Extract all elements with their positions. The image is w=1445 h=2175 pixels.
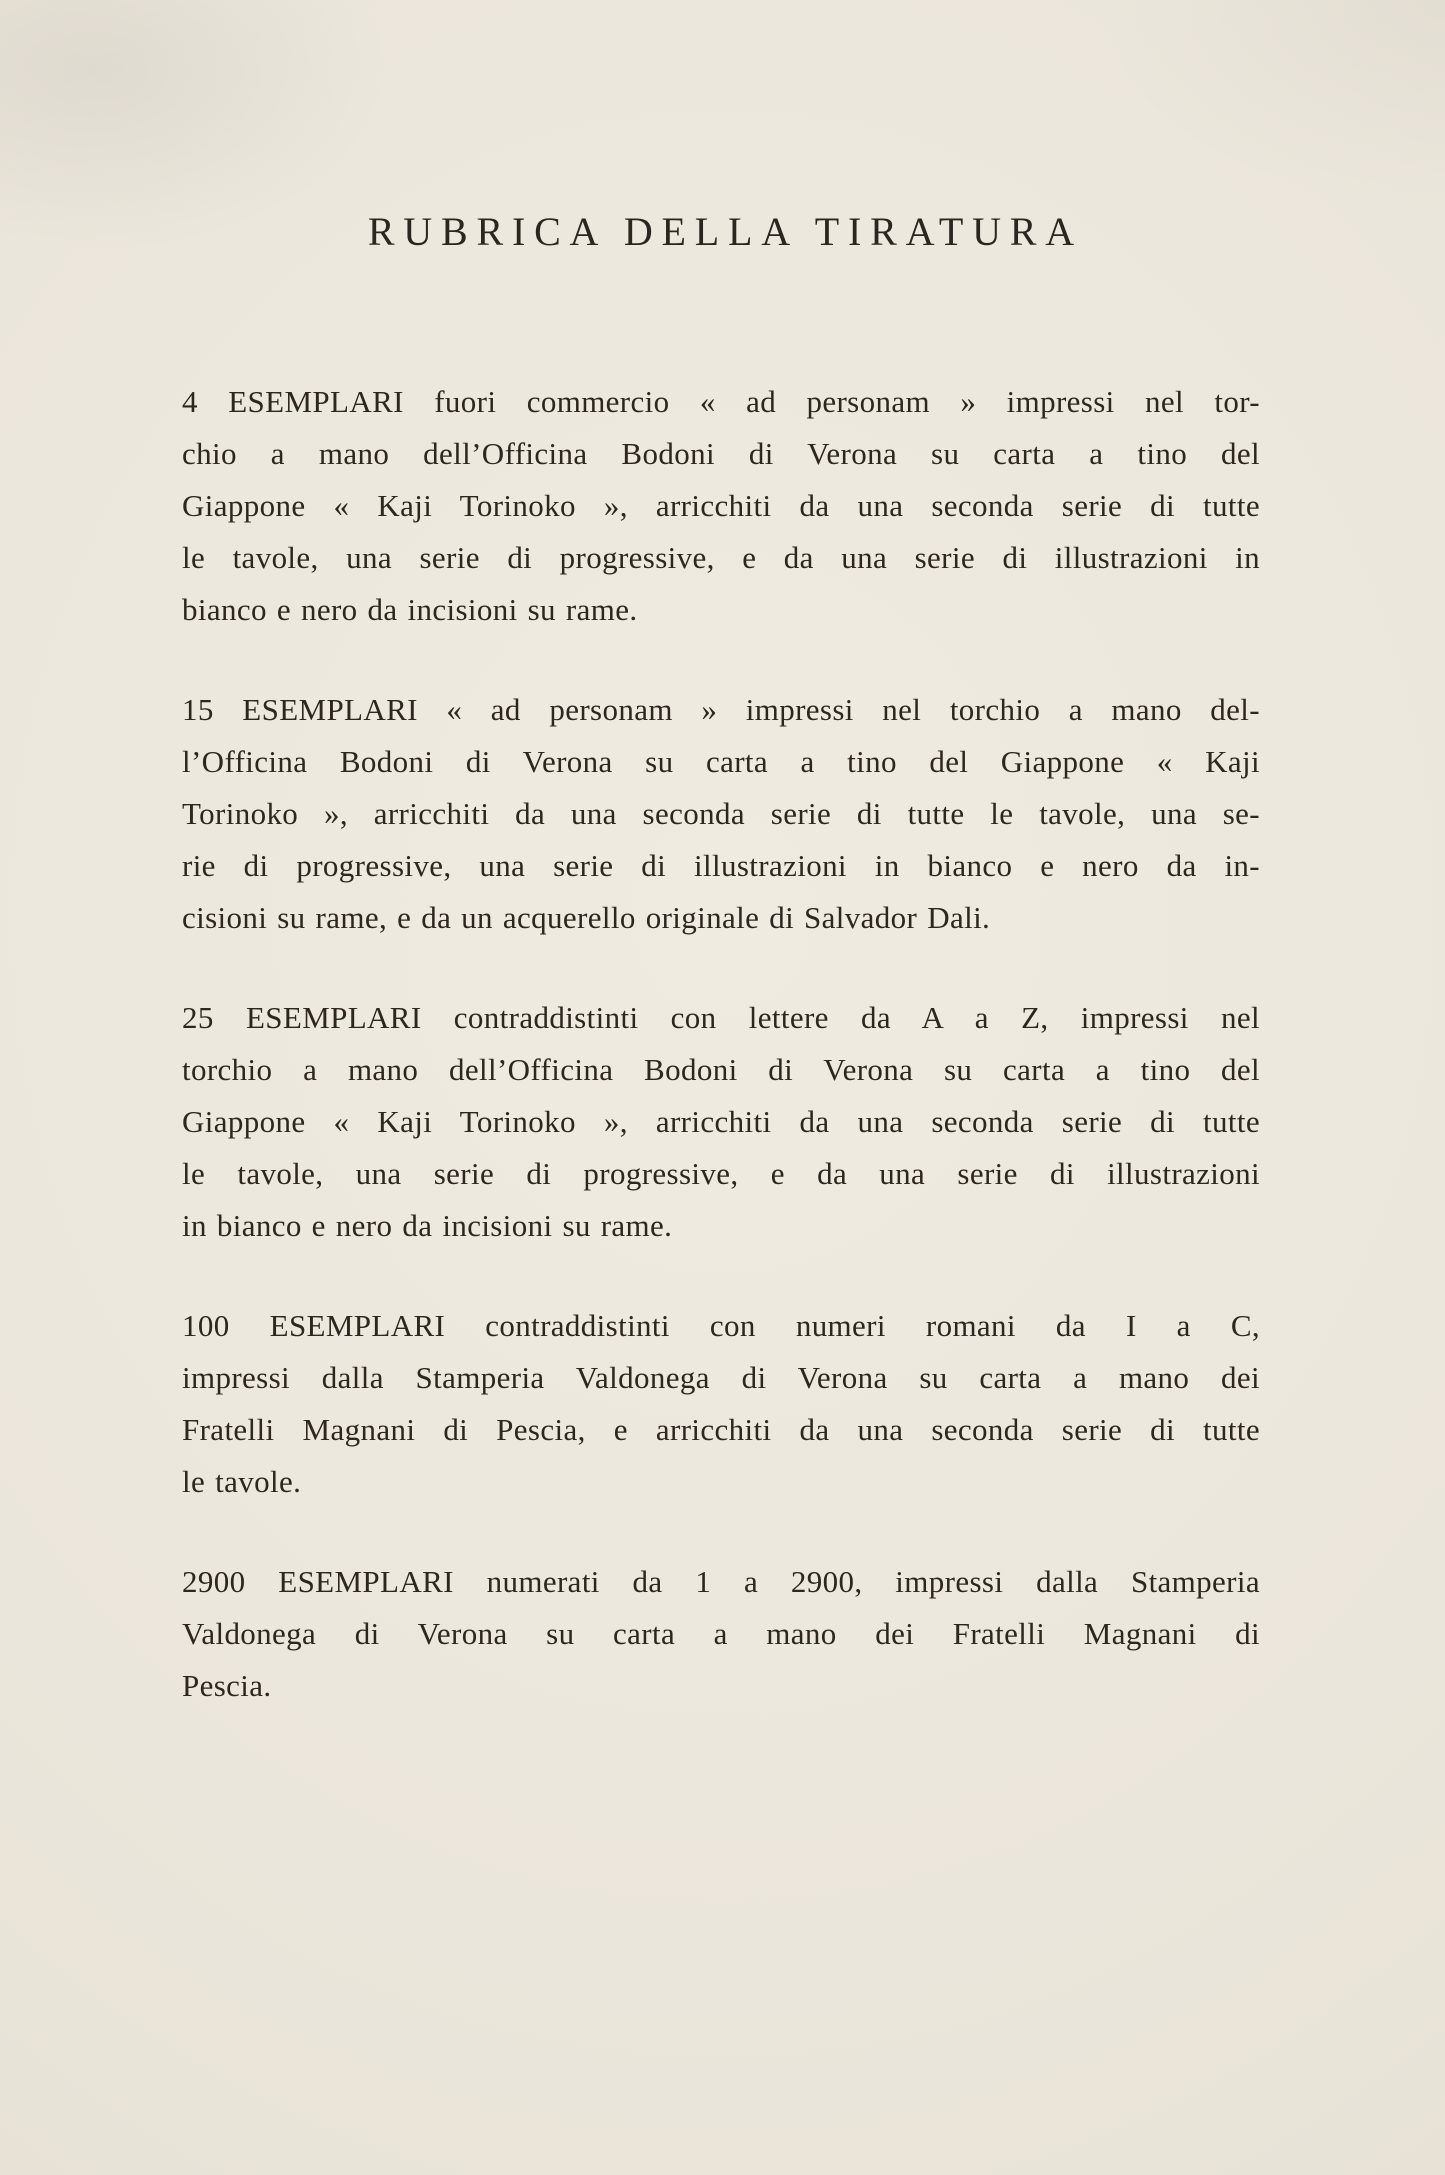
text-line: chio a mano dell’Officina Bodoni di Verona su carta a tino del [182,436,1260,471]
text-line: le tavole. [182,1464,302,1499]
text-line: rie di progressive, una serie di illustrazioni in bianco e nero da in- [182,848,1260,883]
text-line: le tavole, una serie di progressive, e da una serie di illustrazioni in [182,540,1260,575]
text-line: Valdonega di Verona su carta a mano dei Fratelli Magnani di [182,1616,1260,1651]
text-line: Torinoko », arricchiti da una seconda serie di tutte le tavole, una se- [182,796,1260,831]
page-title: RUBRICA DELLA TIRATURA [367,209,1083,254]
text-line: 4 ESEMPLARI fuori commercio « ad personam » impressi nel tor- [182,384,1260,419]
text-line: 15 ESEMPLARI « ad personam » impressi nel torchio a mano del- [182,692,1260,727]
paragraph [182,376,1260,636]
text-line: bianco e nero da incisioni su rame. [182,592,638,627]
paragraph [182,1300,1260,1508]
text-line: torchio a mano dell’Officina Bodoni di Verona su carta a tino del [182,1052,1260,1087]
text-line: 100 ESEMPLARI contraddistinti con numeri romani da I a C, [182,1308,1260,1343]
text-line: Giappone « Kaji Torinoko », arricchiti da una seconda serie di tutte [182,488,1260,523]
text-line: Pescia. [182,1668,272,1703]
colophon-paragraphs [182,376,1260,1712]
text-line: le tavole, una serie di progressive, e da una serie di illustrazioni [182,1156,1260,1191]
text-line: Fratelli Magnani di Pescia, e arricchiti da una seconda serie di tutte [182,1412,1260,1447]
text-line: 25 ESEMPLARI contraddistinti con lettere da A a Z, impressi nel [182,1000,1260,1035]
text-line: l’Officina Bodoni di Verona su carta a tino del Giappone « Kaji [182,744,1260,779]
text-column [182,0,1260,1712]
text-line: 2900 ESEMPLARI numerati da 1 a 2900, impressi dalla Stamperia [182,1564,1260,1599]
text-line: Giappone « Kaji Torinoko », arricchiti da una seconda serie di tutte [182,1104,1260,1139]
paragraph [182,1556,1260,1712]
text-line: cisioni su rame, e da un acquerello originale di Salvador Dali. [182,900,991,935]
paragraph [182,992,1260,1252]
paragraph [182,684,1260,944]
text-line: in bianco e nero da incisioni su rame. [182,1208,673,1243]
text-line: impressi dalla Stamperia Valdonega di Verona su carta a mano dei [182,1360,1260,1395]
